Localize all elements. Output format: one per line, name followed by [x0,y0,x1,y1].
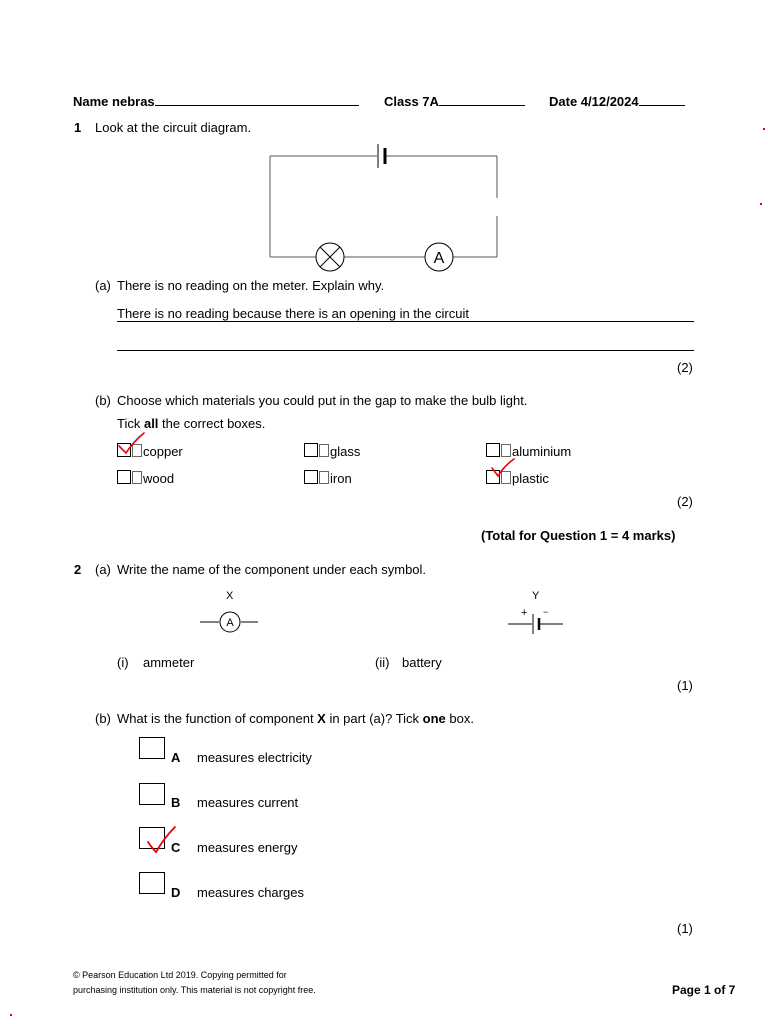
q1b-question: Choose which materials you could put in the gap to make the bulb light. [117,393,528,408]
answer-ii[interactable]: battery [402,655,442,670]
class-label: Class 7A [384,94,439,109]
answer-i-label: (i) [117,655,129,670]
checkbox-glass[interactable] [304,443,318,457]
option-wood[interactable]: wood [117,470,174,486]
q2b-marks: (1) [677,921,693,936]
q1a-question: There is no reading on the meter. Explain why. [117,278,385,293]
answer-line-2 [117,350,694,351]
option-plastic[interactable]: plastic [486,470,549,486]
option-b-letter: B [171,795,181,810]
q1b-marks: (2) [677,494,693,509]
red-speck [760,203,762,205]
ammeter-x-letter: A [226,617,234,629]
page-number: Page 1 of 7 [672,983,736,997]
answer-i[interactable]: ammeter [143,655,195,670]
tick-mark-icon [142,822,182,856]
option-b-text: measures current [197,795,299,810]
class-field [384,91,525,109]
name-field [73,91,359,109]
q2b-label: (b) [95,711,111,726]
ammeter-symbol-x [200,610,260,634]
q1-intro: Look at the circuit diagram. [95,120,252,135]
lamp-symbol [316,243,344,271]
circuit-diagram [260,140,510,275]
ammeter-letter: A [433,250,445,267]
q2a-label: (a) [95,562,111,577]
checkbox-wood[interactable] [117,470,131,484]
symbol-x-label: X [226,590,234,602]
checkbox-option-a[interactable] [139,737,165,759]
q1a-answer[interactable]: There is no reading because there is an opening in the circuit [117,306,469,321]
plus-sign: + [521,607,528,619]
option-glass[interactable]: glass [304,443,360,459]
battery-cell-symbol [378,144,385,168]
checkbox-option-d[interactable] [139,872,165,894]
red-speck [763,128,765,130]
q1a-label: (a) [95,278,111,293]
q1a-marks: (2) [677,360,693,375]
minus-sign: − [543,607,549,617]
date-field [549,91,685,109]
option-d-text: measures charges [197,885,304,900]
answer-ii-label: (ii) [375,655,390,670]
option-copper[interactable]: copper [117,443,183,459]
option-c-text: measures energy [197,840,298,855]
copyright-line-2: purchasing institution only. This material is not copyright free. [73,985,316,995]
tick-mark-icon [488,455,522,483]
q1-number: 1 [74,120,82,135]
q1b-instruction: Tick all the correct boxes. [117,416,266,431]
date-label: Date 4/12/2024 [549,94,639,109]
q2-number: 2 [74,562,82,577]
q2b-question: What is the function of component X in part (a)? Tick one box. [117,711,474,726]
q2a-question: Write the name of the component under each symbol. [117,562,427,577]
ammeter-symbol [425,243,453,271]
name-label: Name nebras [73,94,155,109]
q1b-label: (b) [95,393,111,408]
battery-symbol-y [508,612,566,636]
symbol-y-label: Y [532,590,540,602]
option-a-text: measures electricity [197,750,312,765]
tick-mark-icon [115,430,149,458]
copyright-line-1: © Pearson Education Ltd 2019. Copying permitted for [73,970,287,980]
q2a-marks: (1) [677,678,693,693]
option-a-letter: A [171,750,181,765]
checkbox-option-b[interactable] [139,783,165,805]
answer-line-1 [117,321,694,322]
red-speck [10,1014,12,1016]
option-iron[interactable]: iron [304,470,352,486]
q1-total: (Total for Question 1 = 4 marks) [481,528,676,543]
option-aluminium[interactable]: aluminium [486,443,571,459]
option-d-letter: D [171,885,181,900]
option-c-letter: C [171,840,181,855]
checkbox-iron[interactable] [304,470,318,484]
